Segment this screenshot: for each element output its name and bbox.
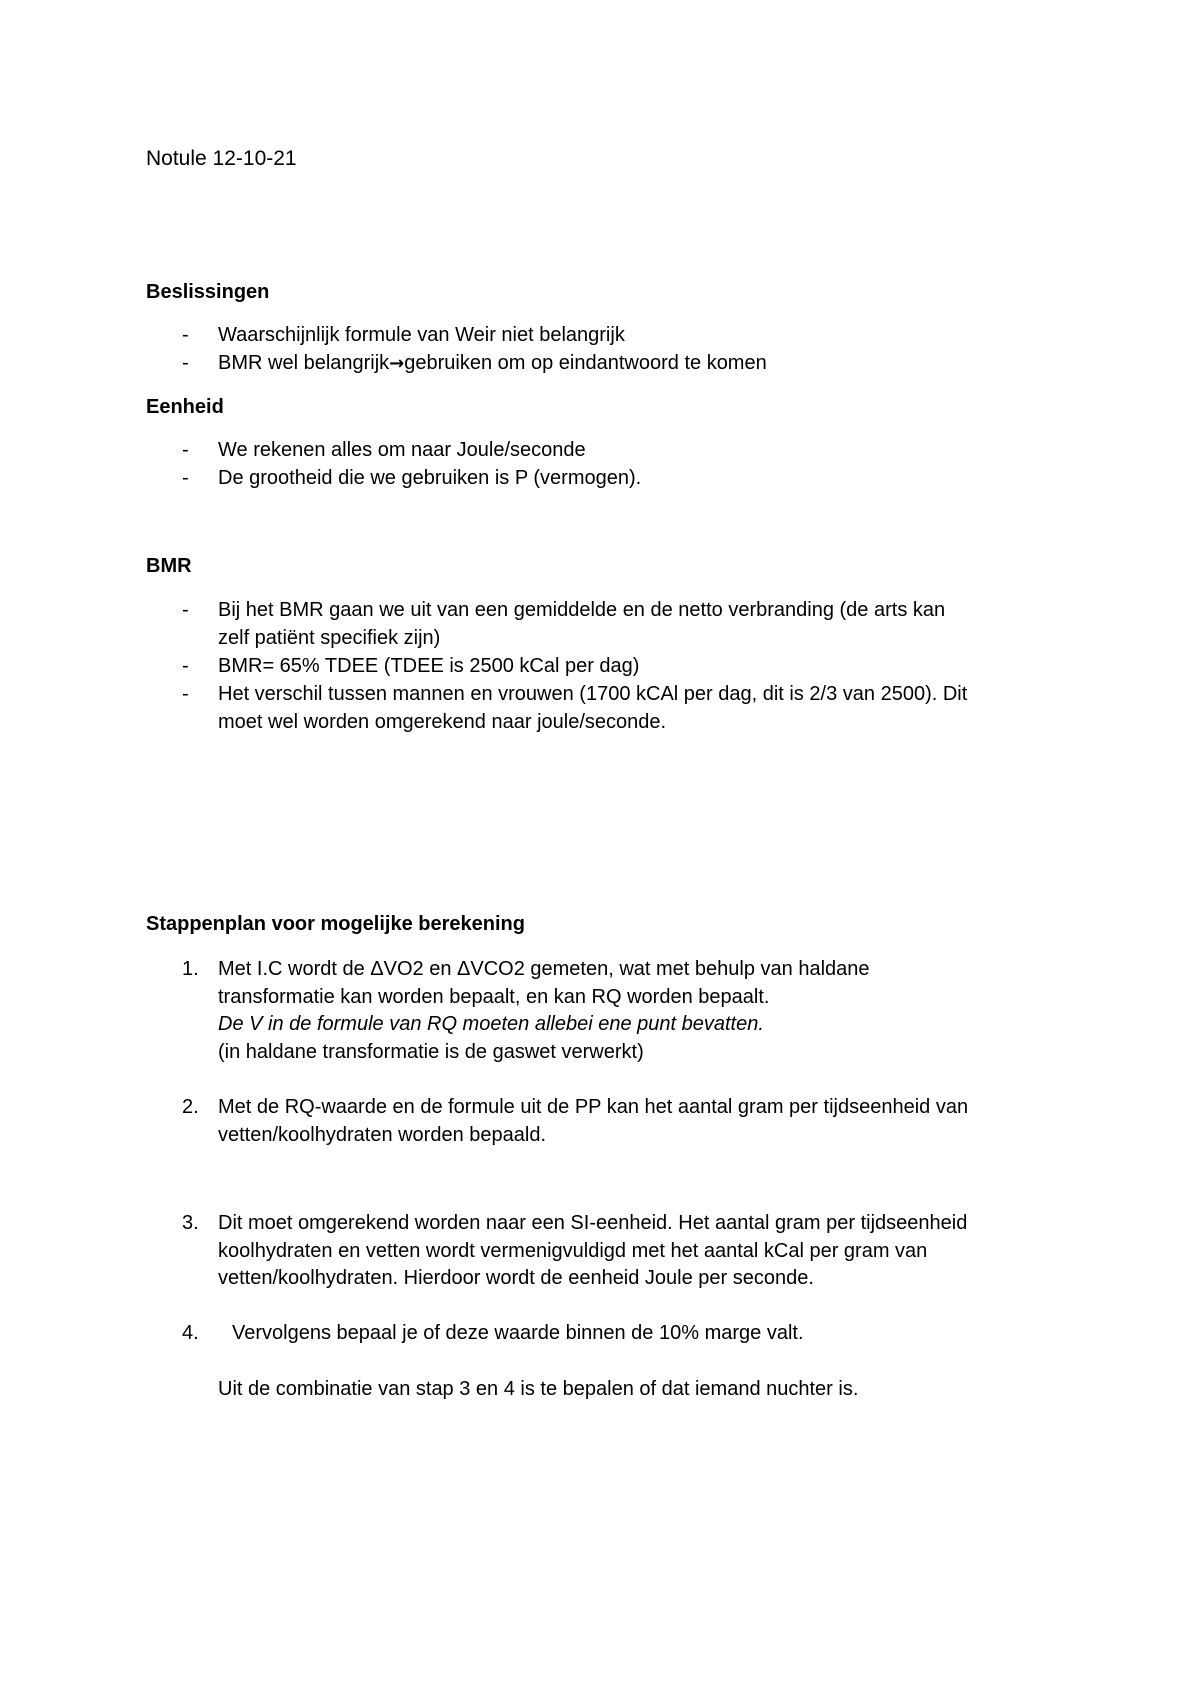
heading-bmr: BMR bbox=[146, 555, 192, 577]
arrow-right-icon: → bbox=[389, 353, 405, 374]
bullet-dash: - bbox=[182, 439, 189, 461]
step-line: koolhydraten en vetten wordt vermenigvuldigd met het aantal kCal per gram van bbox=[218, 1240, 928, 1262]
list-item: Het verschil tussen mannen en vrouwen (1700 kCAl per dag, dit is 2/3 van 2500). Dit bbox=[218, 683, 968, 705]
bullet-dash: - bbox=[182, 683, 189, 705]
document-title: Notule 12-10-21 bbox=[146, 147, 297, 170]
list-item: We rekenen alles om naar Joule/seconde bbox=[218, 439, 586, 461]
list-item-continuation: zelf patiënt specifiek zijn) bbox=[218, 627, 441, 649]
step-line: Met de RQ-waarde en de formule uit de PP kan het aantal gram per tijdseenheid van bbox=[218, 1096, 969, 1118]
list-item: De grootheid die we gebruiken is P (vermogen). bbox=[218, 467, 642, 489]
heading-eenheid: Eenheid bbox=[146, 396, 224, 418]
step-number: 1. bbox=[182, 958, 199, 980]
bullet-dash: - bbox=[182, 467, 189, 489]
step-note-italic: De V in de formule van RQ moeten allebei ene punt bevatten. bbox=[218, 1013, 764, 1035]
step-line: vetten/koolhydraten worden bepaald. bbox=[218, 1124, 547, 1146]
list-item-continuation: moet wel worden omgerekend naar joule/seconde. bbox=[218, 711, 667, 733]
list-item: BMR= 65% TDEE (TDEE is 2500 kCal per dag) bbox=[218, 655, 640, 677]
step-line: (in haldane transformatie is de gaswet verwerkt) bbox=[218, 1041, 644, 1063]
step-number: 4. bbox=[182, 1322, 199, 1344]
list-item: Bij het BMR gaan we uit van een gemiddelde en de netto verbranding (de arts kan bbox=[218, 599, 946, 621]
step-line: Vervolgens bepaal je of deze waarde binnen de 10% marge valt. bbox=[232, 1322, 804, 1344]
bullet-dash: - bbox=[182, 324, 189, 346]
step-line: Met I.C wordt de ΔVO2 en ΔVCO2 gemeten, wat met behulp van haldane bbox=[218, 958, 870, 980]
list-item-text: BMR wel belangrijk bbox=[218, 352, 390, 374]
step-line: vetten/koolhydraten. Hierdoor wordt de eenheid Joule per seconde. bbox=[218, 1267, 814, 1289]
step-number: 2. bbox=[182, 1096, 199, 1118]
step-number: 3. bbox=[182, 1212, 199, 1234]
list-item: Waarschijnlijk formule van Weir niet belangrijk bbox=[218, 324, 625, 346]
step-line: Dit moet omgerekend worden naar een SI-eenheid. Het aantal gram per tijdseenheid bbox=[218, 1212, 968, 1234]
bullet-dash: - bbox=[182, 599, 189, 621]
heading-beslissingen: Beslissingen bbox=[146, 281, 270, 303]
bullet-dash: - bbox=[182, 655, 189, 677]
step-line: transformatie kan worden bepaalt, en kan RQ worden bepaalt. bbox=[218, 986, 770, 1008]
conclusion-text: Uit de combinatie van stap 3 en 4 is te bepalen of dat iemand nuchter is. bbox=[218, 1378, 859, 1400]
bullet-dash: - bbox=[182, 352, 189, 374]
list-item-text: gebruiken om op eindantwoord te komen bbox=[404, 352, 767, 374]
list-item bbox=[218, 349, 767, 378]
heading-stappenplan: Stappenplan voor mogelijke berekening bbox=[146, 913, 525, 935]
